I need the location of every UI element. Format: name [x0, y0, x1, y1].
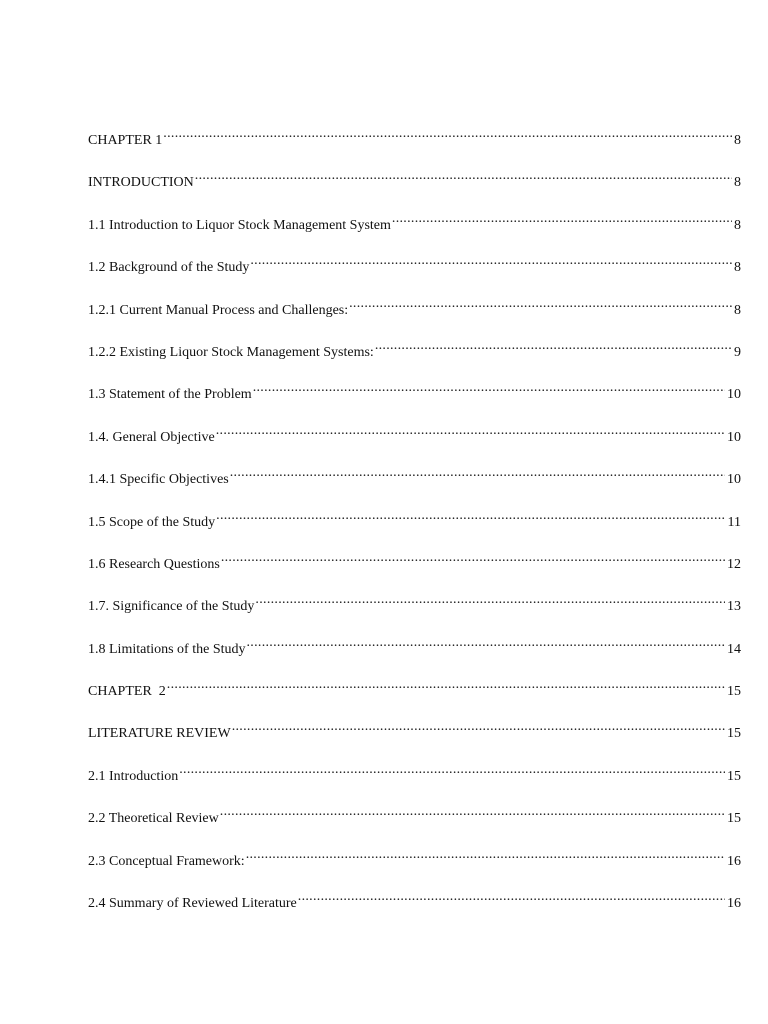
- toc-entry-1-5[interactable]: [88, 506, 741, 548]
- toc-entry-page-number: 8: [734, 260, 741, 276]
- toc-entry-page-number: 15: [727, 768, 741, 784]
- toc-entry-title: 1.2.2 Existing Liquor Stock Management Systems:: [88, 344, 374, 360]
- toc-entry-title: 1.5 Scope of the Study: [88, 514, 216, 530]
- toc-entry-page-number: 8: [734, 133, 741, 148]
- toc-entry-chapter-1[interactable]: [88, 124, 741, 166]
- dot-leader: [232, 717, 725, 737]
- toc-entry-1-2-1[interactable]: [88, 294, 741, 336]
- toc-entry-page-number: 8: [734, 175, 741, 191]
- toc-entry-page-number: 10: [727, 387, 741, 403]
- toc-entry-title: 1.7. Significance of the Study: [88, 599, 255, 615]
- toc-entry-page-number: 10: [727, 472, 741, 488]
- toc-entry-1-7[interactable]: [88, 590, 741, 632]
- toc-entry-title: CHAPTER 2: [88, 684, 166, 700]
- dot-leader: [216, 421, 725, 441]
- dot-leader: [392, 209, 732, 229]
- toc-entry-title: 2.3 Conceptual Framework:: [88, 853, 245, 869]
- toc-entry-title: 1.2 Background of the Study: [88, 260, 250, 276]
- dot-leader: [216, 506, 725, 526]
- dot-leader: [250, 251, 732, 271]
- toc-entry-title: 1.1 Introduction to Liquor Stock Management System: [88, 217, 391, 233]
- toc-entry-1-6[interactable]: [88, 548, 741, 590]
- toc-entry-page-number: 15: [727, 811, 741, 827]
- toc-entry-title: 1.6 Research Questions: [88, 556, 220, 572]
- toc-entry-2-1[interactable]: [88, 760, 741, 802]
- toc-entry-page-number: 16: [727, 896, 741, 912]
- toc-entry-literature-review[interactable]: [88, 717, 741, 759]
- dot-leader: [230, 463, 725, 483]
- dot-leader: [375, 336, 732, 356]
- toc-entry-title: CHAPTER 1: [88, 133, 163, 148]
- toc-entry-1-4[interactable]: [88, 421, 741, 463]
- toc-entry-title: 1.4.1 Specific Objectives: [88, 472, 229, 488]
- dot-leader: [179, 760, 725, 780]
- dot-leader: [220, 802, 725, 822]
- toc-entry-page-number: 8: [734, 217, 741, 233]
- toc-entry-page-number: 14: [727, 641, 741, 657]
- toc-entry-page-number: 15: [727, 684, 741, 700]
- toc-entry-title: 2.2 Theoretical Review: [88, 811, 219, 827]
- toc-entry-title: LITERATURE REVIEW: [88, 726, 231, 742]
- toc-entry-page-number: 12: [727, 556, 741, 572]
- toc-entry-title: 2.1 Introduction: [88, 768, 179, 784]
- toc-entry-1-2[interactable]: [88, 251, 741, 293]
- toc-entry-chapter-2[interactable]: [88, 675, 741, 717]
- dot-leader: [221, 548, 725, 568]
- toc-entry-page-number: 8: [734, 302, 741, 318]
- toc-entry-1-2-2[interactable]: [88, 336, 741, 378]
- toc-entry-title: INTRODUCTION: [88, 175, 194, 191]
- toc-entry-title: 1.4. General Objective: [88, 429, 215, 445]
- dot-leader: [246, 845, 725, 865]
- dot-leader: [255, 590, 725, 610]
- toc-entry-introduction[interactable]: [88, 166, 741, 208]
- dot-leader: [247, 633, 726, 653]
- dot-leader: [298, 887, 725, 907]
- dot-leader: [253, 378, 725, 398]
- toc-entry-2-3[interactable]: [88, 845, 741, 887]
- toc-entry-1-8[interactable]: [88, 633, 741, 675]
- toc-entry-page-number: 15: [727, 726, 741, 742]
- toc-entry-1-1[interactable]: [88, 209, 741, 251]
- toc-entry-2-2[interactable]: [88, 802, 741, 844]
- toc-entry-page-number: 10: [727, 429, 741, 445]
- toc-entry-page-number: 9: [734, 344, 741, 360]
- toc-entry-1-4-1[interactable]: [88, 463, 741, 505]
- toc-entry-title: 1.2.1 Current Manual Process and Challenges:: [88, 302, 349, 318]
- dot-leader: [163, 124, 732, 144]
- dot-leader: [167, 675, 725, 695]
- table-of-contents: [88, 124, 741, 929]
- toc-entry-title: 1.8 Limitations of the Study: [88, 641, 246, 657]
- toc-entry-title: 1.3 Statement of the Problem: [88, 387, 252, 403]
- toc-entry-page-number: 16: [727, 853, 741, 869]
- dot-leader: [195, 166, 732, 186]
- toc-entry-page-number: 11: [727, 514, 741, 530]
- toc-entry-title: 2.4 Summary of Reviewed Literature: [88, 896, 297, 912]
- toc-entry-1-3[interactable]: [88, 378, 741, 420]
- toc-entry-page-number: 13: [727, 599, 741, 615]
- dot-leader: [349, 294, 732, 314]
- toc-entry-2-4[interactable]: [88, 887, 741, 929]
